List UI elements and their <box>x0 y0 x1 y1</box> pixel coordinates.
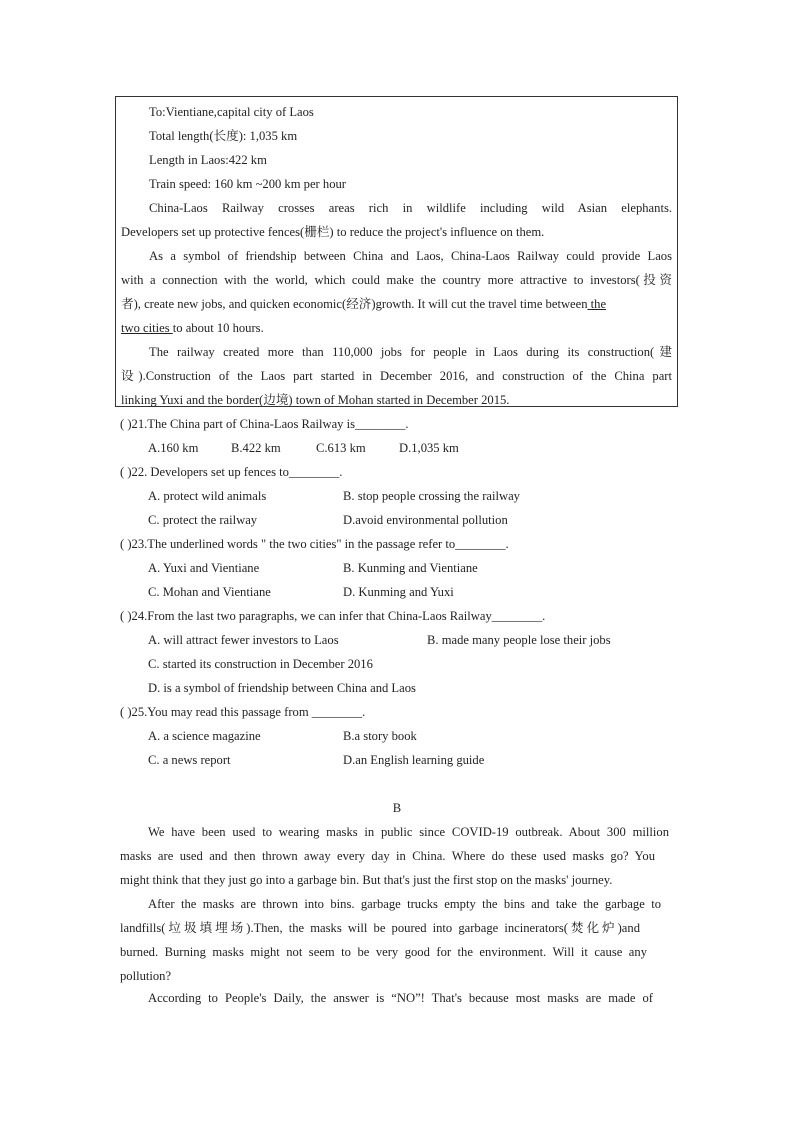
question-23-option-b: B. Kunming and Vientiane <box>343 561 478 575</box>
para-symbol-line-1: As a symbol of friendship between China and Laos, China-Laos Railway could provide Laos <box>149 249 672 263</box>
question-22-option-d: D.avoid environmental pollution <box>343 513 508 527</box>
underlined-the: the <box>587 297 607 311</box>
question-24-option-b: B. made many people lose their jobs <box>427 633 611 647</box>
para-jobs-line-1: The railway created more than 110,000 jobs for people in Laos during its construction(建 <box>149 345 672 359</box>
passage-b-line-8: According to People's Daily, the answer is “NO”! That's because most masks are made of <box>148 991 653 1005</box>
passage-b-line-2: masks are used and then thrown away every day in China. Where do these used masks go? You <box>120 849 655 863</box>
info-destination: To:Vientiane,capital city of Laos <box>149 105 314 119</box>
question-24-option-a: A. will attract fewer investors to Laos <box>148 633 339 647</box>
question-21-option-b: B.422 km <box>231 441 281 455</box>
question-21-option-d: D.1,035 km <box>399 441 459 455</box>
passage-b-line-4: After the masks are thrown into bins. garbage trucks empty the bins and take the garbage to <box>148 897 661 911</box>
question-24-stem: ( )24.From the last two paragraphs, we can infer that China-Laos Railway________. <box>120 609 546 623</box>
para-symbol-line-2: with a connection with the world, which could make the country more attractive to investors(投资 <box>121 273 672 287</box>
question-22-stem: ( )22. Developers set up fences to________. <box>120 465 343 479</box>
question-21-option-a: A.160 km <box>148 441 199 455</box>
para-jobs-line-2: 设).Construction of the Laos part started in December 2016, and construction of the China part <box>121 369 672 383</box>
passage-b-heading: B <box>392 801 402 815</box>
info-length-laos: Length in Laos:422 km <box>149 153 267 167</box>
question-22-option-c: C. protect the railway <box>148 513 258 527</box>
para-wildlife-line-1: China-Laos Railway crosses areas rich in wildlife including wild Asian elephants. <box>149 201 672 215</box>
question-23-option-c: C. Mohan and Vientiane <box>148 585 271 599</box>
question-24-option-c: C. started its construction in December 2016 <box>148 657 373 671</box>
info-total-length: Total length(长度): 1,035 km <box>149 129 298 143</box>
question-21-option-c: C.613 km <box>316 441 366 455</box>
para-symbol-line-4-text: to about 10 hours. <box>172 321 264 335</box>
question-23-option-d: D. Kunming and Yuxi <box>343 585 454 599</box>
para-wildlife-line-2: Developers set up protective fences(栅栏) to reduce the project's influence on them. <box>121 225 545 239</box>
question-24-option-d: D. is a symbol of friendship between China and Laos <box>148 681 416 695</box>
question-22-option-b: B. stop people crossing the railway <box>343 489 520 503</box>
question-25-option-a: A. a science magazine <box>148 729 261 743</box>
passage-b-line-5: landfills(垃圾填埋场).Then, the masks will be poured into garbage incinerators(焚化炉)and <box>120 921 640 935</box>
question-21-stem: ( )21.The China part of China-Laos Railway is________. <box>120 417 409 431</box>
para-jobs-line-3: linking Yuxi and the border(边境) town of Mohan started in December 2015. <box>121 393 510 407</box>
passage-a-box <box>115 96 678 407</box>
para-symbol-line-3 <box>121 296 672 312</box>
question-23-stem: ( )23.The underlined words " the two cities" in the passage refer to________. <box>120 537 509 551</box>
question-25-option-c: C. a news report <box>148 753 231 767</box>
passage-b-line-3: might think that they just go into a garbage bin. But that's just the first stop on the masks' journey. <box>120 873 613 887</box>
question-23-option-a: A. Yuxi and Vientiane <box>148 561 260 575</box>
question-22-option-a: A. protect wild animals <box>148 489 267 503</box>
question-25-stem: ( )25.You may read this passage from ________. <box>120 705 366 719</box>
para-symbol-line-3-text: 者), create new jobs, and quicken economic(经济)growth. It will cut the travel time between <box>121 297 588 311</box>
passage-b-line-6: burned. Burning masks might not seem to be very good for the environment. Will it cause any <box>120 945 647 959</box>
question-25-option-d: D.an English learning guide <box>343 753 485 767</box>
passage-b-line-7: pollution? <box>120 969 172 983</box>
para-symbol-line-4 <box>121 320 264 336</box>
question-25-option-b: B.a story book <box>343 729 417 743</box>
underlined-two-cities: two cities <box>121 321 173 335</box>
passage-b-line-1: We have been used to wearing masks in public since COVID-19 outbreak. About 300 million <box>148 825 669 839</box>
info-train-speed: Train speed: 160 km ~200 km per hour <box>149 177 346 191</box>
